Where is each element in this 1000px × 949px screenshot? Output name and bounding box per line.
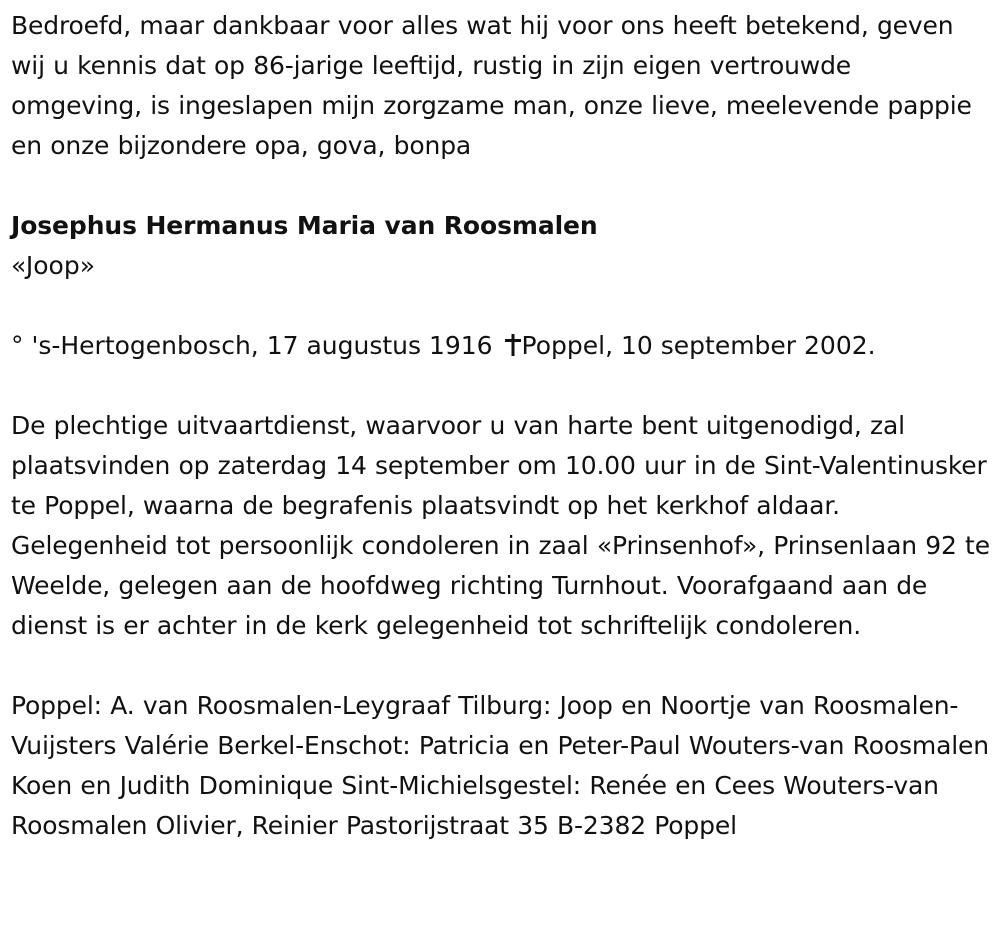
death-date-place: Poppel, 10 september 2002.	[521, 331, 876, 360]
spacer	[11, 166, 990, 206]
deceased-full-name: Josephus Hermanus Maria van Roosmalen	[11, 211, 598, 240]
service-paragraph: De plechtige uitvaartdienst, waarvoor u van harte bent uitgenodigd, zal plaatsvinden op zaterdag 14 september om 10.00 uur in de Sint-Valentinusker te Poppel, waarna de begrafenis plaatsvindt op het kerkhof aldaar. Gelegenheid tot persoonlijk condoleren in zaal «Prinsenhof», Prinsenlaan 92 te Weelde, gelegen aan de hoofdweg richting Turnhout. Voorafgaand aan de dienst is er achter in de kerk gelegenheid tot schriftelijk condoleren.	[11, 411, 990, 640]
cross-icon	[505, 334, 521, 356]
family-paragraph: Poppel: A. van Roosmalen-Leygraaf Tilburg: Joop en Noortje van Roosmalen-Vuijsters Valérie Berkel-Enschot: Patricia en Peter-Paul Wouters-van Roosmalen Koen en Judith Dominique Sint-Michielsgestel: Renée en Cees Wouters-van Roosmalen Olivier, Reinier Pastorijstraat 35 B-2382 Poppel	[11, 691, 989, 840]
birth-date-place: ° 's-Hertogenbosch, 17 augustus 1916	[11, 331, 493, 360]
intro-paragraph: Bedroefd, maar dankbaar voor alles wat hij voor ons heeft betekend, geven wij u kennis dat op 86-jarige leeftijd, rustig in zijn eigen vertrouwde omgeving, is ingeslapen mijn zorgzame man, onze lieve, meelevende pappie en onze bijzondere opa, gova, bonpa	[11, 11, 972, 160]
deceased-nickname: «Joop»	[11, 251, 95, 280]
spacer	[11, 286, 990, 326]
spacer	[11, 646, 990, 686]
spacer	[11, 366, 990, 406]
life-dates	[11, 326, 990, 366]
